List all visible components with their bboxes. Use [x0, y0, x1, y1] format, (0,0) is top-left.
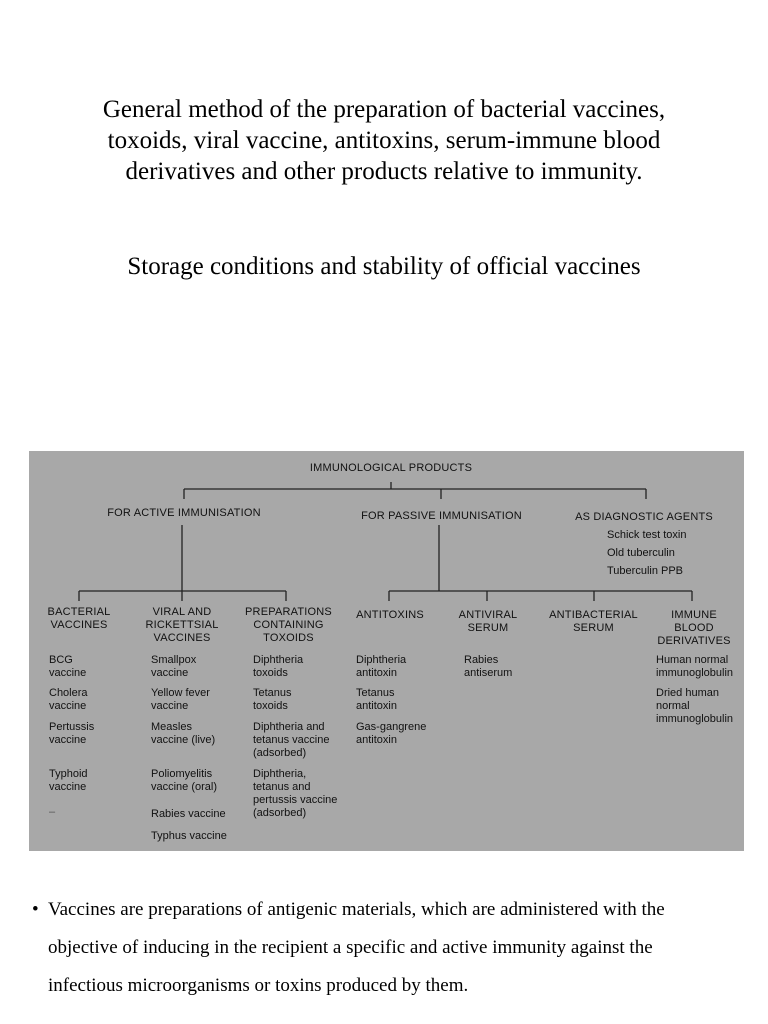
- list-item: Measles vaccine (live): [151, 721, 216, 746]
- list-item: Diphtheria and tetanus vaccine (adsorbed): [253, 721, 330, 759]
- list-item: Diphtheria, tetanus and pertussis vaccine (adsorbed): [253, 768, 338, 819]
- list-item: –: [49, 806, 56, 818]
- list-item: Rabies vaccine: [151, 808, 226, 820]
- category-viral-vaccines: VIRAL AND RICKETTSIAL VACCINES: [145, 606, 219, 644]
- category-toxoid-preparations: PREPARATIONS CONTAINING TOXOIDS: [245, 606, 332, 644]
- list-item: Smallpox vaccine: [151, 654, 197, 679]
- bullet-item: • Vaccines are preparations of antigenic materials, which are administered with the objective of inducing in the recipient a specific and active immunity against the infectious microorganisms or toxins produced by them.: [32, 891, 732, 1005]
- category-antiviral-serum: ANTIVIRAL SERUM: [458, 609, 518, 634]
- bullet-list: [32, 891, 732, 1005]
- page-title: General method of the preparation of bacterial vaccines, toxoids, viral vaccine, antitoxins, serum-immune blood derivatives and other products relative to immunity.: [102, 96, 666, 185]
- list-item: Typhus vaccine: [151, 830, 227, 842]
- list-item: Gas-gangrene antitoxin: [356, 721, 427, 746]
- immunological-products-chart: [29, 451, 744, 851]
- list-item: Tetanus antitoxin: [356, 687, 397, 712]
- list-item: BCG vaccine: [49, 654, 87, 679]
- list-item: Pertussis vaccine: [49, 721, 95, 746]
- category-immune-blood-derivatives: IMMUNE BLOOD DERIVATIVES: [657, 609, 731, 647]
- list-item: Poliomyelitis vaccine (oral): [151, 768, 218, 793]
- diagnostic-items: [607, 529, 737, 584]
- category-bacterial-vaccines: BACTERIAL VACCINES: [47, 606, 111, 631]
- category-antibacterial-serum: ANTIBACTERIAL SERUM: [549, 609, 638, 634]
- list-item: Rabies antiserum: [464, 654, 513, 679]
- branch-passive-label: FOR PASSIVE IMMUNISATION: [361, 510, 522, 522]
- list-item: Dried human normal immunoglobulin: [656, 687, 734, 725]
- branch-diagnostic-label: AS DIAGNOSTIC AGENTS: [575, 511, 713, 523]
- list-item: Diphtheria toxoids: [253, 654, 304, 679]
- diagnostic-item: Tuberculin PPB: [607, 565, 684, 577]
- diagnostic-item: Old tuberculin: [607, 547, 675, 559]
- category-antitoxins: ANTITOXINS: [356, 609, 424, 621]
- page-subtitle: Storage conditions and stability of official vaccines: [127, 253, 641, 280]
- branch-active-label: FOR ACTIVE IMMUNISATION: [107, 507, 261, 519]
- list-item: Cholera vaccine: [49, 687, 88, 712]
- chart-root-label: IMMUNOLOGICAL PRODUCTS: [309, 462, 473, 474]
- list-item: Yellow fever vaccine: [151, 687, 210, 712]
- list-item: Human normal immunoglobulin: [656, 654, 734, 679]
- diagnostic-item: Schick test toxin: [607, 529, 687, 541]
- list-item: Diphtheria antitoxin: [356, 654, 407, 679]
- list-item: Typhoid vaccine: [49, 768, 88, 793]
- list-item: Tetanus toxoids: [253, 687, 292, 712]
